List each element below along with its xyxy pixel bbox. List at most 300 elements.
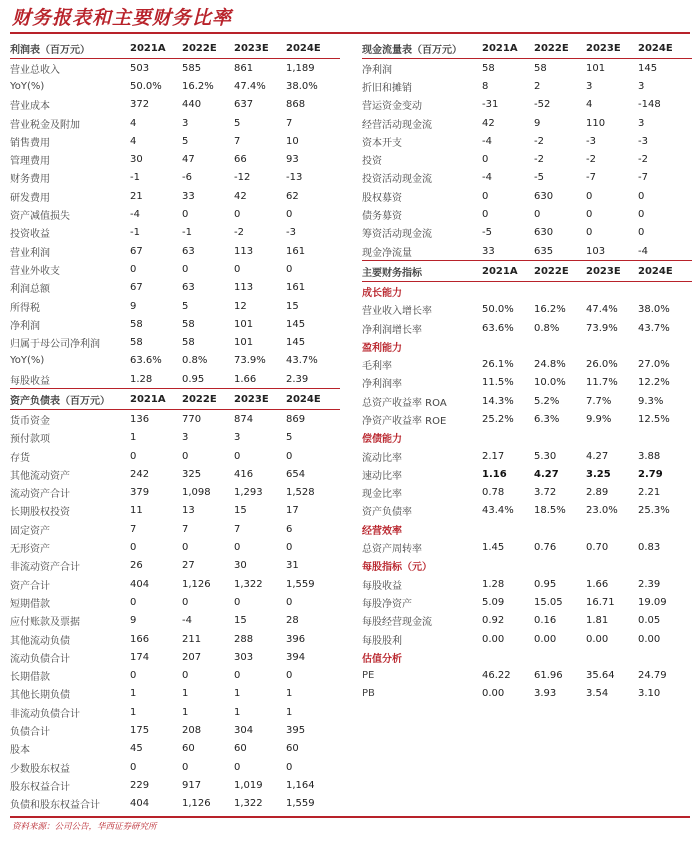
table-row [10, 205, 340, 223]
row-value: 440 [182, 99, 202, 111]
row-label: YoY(%) [10, 355, 45, 367]
row-value: 0 [638, 227, 645, 239]
row-value: 7 [234, 135, 241, 147]
table-row [10, 352, 340, 370]
row-value: -52 [534, 99, 551, 111]
year-header: 2024E [638, 42, 673, 54]
row-value: 16.2% [534, 304, 566, 316]
row-label: 每股股利 [362, 635, 402, 647]
row-value: 25.3% [638, 505, 670, 517]
row-label: 营业外收支 [10, 265, 60, 277]
table-row [362, 319, 692, 337]
row-value: 0.95 [534, 578, 557, 590]
row-label: 无形资产 [10, 544, 50, 556]
row-value: 0 [182, 596, 189, 608]
year-header: 2021A [130, 42, 166, 54]
row-value: 42 [234, 190, 247, 202]
row-value: 4.27 [534, 468, 559, 480]
row-value: 1,098 [182, 487, 211, 499]
row-label: 销售费用 [10, 137, 50, 149]
table-row [10, 502, 340, 520]
row-value: 5.2% [534, 395, 560, 407]
row-value: 16.71 [586, 596, 615, 608]
row-value: 113 [234, 245, 254, 257]
row-label: 营业利润 [10, 247, 50, 259]
row-value: 28 [286, 615, 299, 627]
table-row [362, 205, 692, 223]
row-value: 67 [130, 245, 143, 257]
row-value: 9 [130, 300, 137, 312]
row-value: -7 [638, 172, 648, 184]
year-header: 2023E [234, 393, 269, 405]
year-header: 2023E [586, 265, 621, 277]
row-value: 0.00 [586, 633, 609, 645]
row-value: 47.4% [586, 304, 618, 316]
row-label: 流动负债合计 [10, 653, 70, 665]
ratio-category: 盈利能力 [362, 342, 402, 354]
row-value: 0 [130, 450, 137, 462]
table-row [10, 370, 340, 388]
row-value: -13 [286, 172, 303, 184]
table-row [362, 77, 692, 95]
year-header: 2021A [482, 265, 518, 277]
row-value: 26 [130, 560, 143, 572]
table-row [362, 150, 692, 168]
row-value: 23.0% [586, 505, 618, 517]
row-value: 15.05 [534, 596, 563, 608]
row-value: 404 [130, 798, 150, 810]
table-header [10, 388, 340, 410]
row-value: 0 [182, 209, 189, 221]
source-note: 资料来源：公司公告，华西证券研究所 [12, 822, 157, 832]
table-row [10, 795, 340, 813]
row-value: 3 [638, 117, 645, 129]
row-value: -4 [482, 135, 492, 147]
row-value: 0 [182, 761, 189, 773]
row-value: 1.28 [482, 578, 505, 590]
table-row [10, 520, 340, 538]
row-value: 73.9% [234, 355, 266, 367]
row-value: -4 [130, 209, 140, 221]
row-value: 24.8% [534, 359, 566, 371]
row-value: 0 [586, 190, 593, 202]
row-value: 11.7% [586, 377, 618, 389]
row-value: 0 [286, 761, 293, 773]
row-value: 1.16 [482, 468, 507, 480]
row-label: 短期借款 [10, 598, 50, 610]
row-value: 17 [286, 505, 299, 517]
row-value: 1.81 [586, 615, 609, 627]
row-value: 0 [482, 190, 489, 202]
row-value: 4 [130, 135, 137, 147]
row-value: 166 [130, 633, 150, 645]
row-value: 93 [286, 154, 299, 166]
row-label: 所得税 [10, 302, 40, 314]
row-value: 63.6% [130, 355, 162, 367]
row-label: 净利润率 [362, 379, 402, 391]
row-value: 1.28 [130, 373, 153, 385]
row-value: 0.00 [482, 633, 505, 645]
row-label: 长期借款 [10, 672, 50, 684]
table-row [362, 301, 692, 319]
row-value: 503 [130, 62, 150, 74]
row-value: 27 [182, 560, 195, 572]
row-value: 4 [586, 99, 593, 111]
row-value: 3 [234, 432, 241, 444]
row-value: 103 [586, 245, 606, 257]
row-value: 5 [234, 117, 241, 129]
row-value: 0.00 [534, 633, 557, 645]
row-value: 3.93 [534, 688, 557, 700]
row-label: YoY(%) [10, 80, 45, 92]
year-header: 2022E [534, 42, 569, 54]
row-value: 1,126 [182, 578, 211, 590]
row-label: 流动资产合计 [10, 489, 70, 501]
table-row [10, 429, 340, 447]
row-label: 经营活动现金流 [362, 119, 432, 131]
row-value: 3.25 [586, 468, 611, 480]
table-row [362, 169, 692, 187]
row-value: 30 [234, 560, 247, 572]
row-value: 7 [286, 117, 293, 129]
table-row [10, 776, 340, 794]
row-value: 11.5% [482, 377, 514, 389]
row-value: 0.00 [638, 633, 661, 645]
row-value: 1 [130, 688, 137, 700]
row-value: -3 [638, 135, 648, 147]
row-value: 2.17 [482, 450, 505, 462]
row-value: 325 [182, 468, 202, 480]
row-value: 242 [130, 468, 150, 480]
row-value: 5 [182, 135, 189, 147]
row-value: 0 [586, 227, 593, 239]
row-value: 585 [182, 62, 202, 74]
row-label: 资产合计 [10, 580, 50, 592]
table-row [10, 260, 340, 278]
table-row [10, 114, 340, 132]
row-label: 毛利率 [362, 361, 392, 373]
row-value: -4 [482, 172, 492, 184]
table-row [10, 297, 340, 315]
table-row [10, 484, 340, 502]
row-value: 5.09 [482, 596, 505, 608]
row-value: 0 [286, 263, 293, 275]
year-header: 2023E [234, 42, 269, 54]
row-value: -3 [286, 227, 296, 239]
row-value: 1 [182, 706, 189, 718]
row-label: 财务费用 [10, 174, 50, 186]
row-label: 负债和股东权益合计 [10, 800, 100, 812]
row-value: -12 [234, 172, 251, 184]
row-value: 9.3% [638, 395, 664, 407]
row-value: 58 [130, 318, 143, 330]
row-label: 非流动负债合计 [10, 708, 80, 720]
row-value: 38.0% [286, 80, 318, 92]
row-value: 9 [534, 117, 541, 129]
table-row [362, 96, 692, 114]
row-value: 2.39 [638, 578, 661, 590]
row-value: -5 [482, 227, 492, 239]
row-value: 395 [286, 725, 306, 737]
row-label: 少数股东权益 [10, 763, 70, 775]
row-value: 10.0% [534, 377, 566, 389]
row-value: 13 [182, 505, 195, 517]
row-value: 1,322 [234, 578, 263, 590]
row-value: 12.5% [638, 413, 670, 425]
row-value: 1,322 [234, 798, 263, 810]
row-value: 62 [286, 190, 299, 202]
row-value: 0.00 [482, 688, 505, 700]
row-label: 营业总收入 [10, 64, 60, 76]
row-value: 869 [286, 413, 306, 425]
row-value: 0 [234, 450, 241, 462]
row-label: 长期股权投资 [10, 507, 70, 519]
row-value: 9 [130, 615, 137, 627]
row-value: 1,126 [182, 798, 211, 810]
row-value: 50.0% [482, 304, 514, 316]
table-row [10, 685, 340, 703]
row-value: 0 [130, 596, 137, 608]
row-value: 0.8% [534, 322, 560, 334]
right-column [362, 38, 692, 703]
row-value: -6 [182, 172, 192, 184]
row-value: 1,559 [286, 798, 315, 810]
row-label: 总资产收益率 ROA [362, 397, 447, 409]
row-value: 0.70 [586, 542, 609, 554]
row-value: 3.72 [534, 487, 557, 499]
row-label: 预付款项 [10, 434, 50, 446]
row-value: 33 [182, 190, 195, 202]
year-header: 2024E [286, 42, 321, 54]
row-value: 0 [586, 209, 593, 221]
ratio-category: 偿债能力 [362, 434, 402, 446]
income-statement [10, 38, 340, 388]
row-value: 229 [130, 779, 150, 791]
ratio-category: 经营效率 [362, 525, 402, 537]
row-value: 60 [234, 743, 247, 755]
row-value: 868 [286, 99, 306, 111]
row-value: 18.5% [534, 505, 566, 517]
row-value: 0 [234, 209, 241, 221]
row-label: 每股收益 [10, 375, 50, 387]
title-divider [10, 32, 690, 34]
table-row [362, 114, 692, 132]
row-value: 1.66 [234, 373, 257, 385]
row-value: 0.83 [638, 542, 661, 554]
row-label: 资产减值损失 [10, 211, 70, 223]
row-value: -5 [534, 172, 544, 184]
table-row [10, 612, 340, 630]
row-value: 67 [130, 282, 143, 294]
row-value: 46.22 [482, 670, 511, 682]
row-value: -148 [638, 99, 661, 111]
row-value: 145 [286, 318, 306, 330]
balance-sheet [10, 388, 340, 813]
row-value: 207 [182, 651, 202, 663]
table-row [362, 502, 692, 520]
row-label: 现金比率 [362, 489, 402, 501]
row-value: 303 [234, 651, 254, 663]
table-row [10, 703, 340, 721]
row-label: 资产负债率 [362, 507, 412, 519]
row-value: 394 [286, 651, 306, 663]
table-row [10, 279, 340, 297]
row-value: 0.92 [482, 615, 505, 627]
year-header: 2021A [482, 42, 518, 54]
row-value: 161 [286, 282, 306, 294]
row-value: 15 [286, 300, 299, 312]
row-value: 14.3% [482, 395, 514, 407]
row-value: 7 [234, 523, 241, 535]
row-value: -7 [586, 172, 596, 184]
row-label: 应付账款及票据 [10, 617, 80, 629]
row-value: 26.1% [482, 359, 514, 371]
table-row [10, 721, 340, 739]
row-value: 63.6% [482, 322, 514, 334]
row-value: 145 [638, 62, 658, 74]
row-value: 31 [286, 560, 299, 572]
row-value: 4 [130, 117, 137, 129]
table-row [10, 96, 340, 114]
row-label: 投资收益 [10, 229, 50, 241]
row-label: PE [362, 670, 375, 682]
row-value: 12 [234, 300, 247, 312]
table-row [362, 593, 692, 611]
row-value: 27.0% [638, 359, 670, 371]
row-value: 861 [234, 62, 254, 74]
row-value: 7 [130, 523, 137, 535]
row-value: 0 [234, 542, 241, 554]
table-row [10, 667, 340, 685]
table-row [10, 169, 340, 187]
row-value: 47 [182, 154, 195, 166]
row-label: 每股经营现金流 [362, 617, 432, 629]
table-row [362, 538, 692, 556]
row-label: 现金净流量 [362, 247, 412, 259]
row-label: 净资产收益率 ROE [362, 415, 447, 427]
row-value: 47.4% [234, 80, 266, 92]
row-value: 0 [286, 209, 293, 221]
row-value: 9.9% [586, 413, 612, 425]
row-value: 3.54 [586, 688, 609, 700]
row-value: 73.9% [586, 322, 618, 334]
row-value: 5 [286, 432, 293, 444]
row-value: 43.7% [638, 322, 670, 334]
row-value: 0 [286, 670, 293, 682]
row-value: 1.66 [586, 578, 609, 590]
row-value: 33 [482, 245, 495, 257]
table-row [362, 447, 692, 465]
row-value: -3 [586, 135, 596, 147]
row-value: 0.8% [182, 355, 208, 367]
row-value: 60 [182, 743, 195, 755]
row-value: 58 [482, 62, 495, 74]
row-value: 1 [130, 432, 137, 444]
table-row [10, 77, 340, 95]
row-label: 每股收益 [362, 580, 402, 592]
row-value: 1,293 [234, 487, 263, 499]
row-value: 2 [534, 80, 541, 92]
row-value: 1,019 [234, 779, 263, 791]
table-row [362, 392, 692, 410]
row-value: 1,189 [286, 62, 315, 74]
row-value: 0 [286, 542, 293, 554]
row-value: 0.76 [534, 542, 557, 554]
row-value: 113 [234, 282, 254, 294]
row-value: 372 [130, 99, 150, 111]
row-label: 营运资金变动 [362, 101, 422, 113]
table-row [362, 242, 692, 260]
row-value: 58 [130, 337, 143, 349]
row-value: 0.05 [638, 615, 661, 627]
row-value: 874 [234, 413, 254, 425]
row-value: 0.78 [482, 487, 505, 499]
table-row [362, 187, 692, 205]
row-label: 速动比率 [362, 470, 402, 482]
row-value: 145 [286, 337, 306, 349]
row-value: 0 [286, 596, 293, 608]
row-label: 资本开支 [362, 137, 402, 149]
row-value: 1,164 [286, 779, 315, 791]
row-value: 35.64 [586, 670, 615, 682]
row-value: 58 [534, 62, 547, 74]
year-header: 2023E [586, 42, 621, 54]
table-row [362, 575, 692, 593]
row-value: 1 [234, 688, 241, 700]
table-row [362, 132, 692, 150]
row-value: 175 [130, 725, 150, 737]
row-value: 61.96 [534, 670, 563, 682]
row-value: 288 [234, 633, 254, 645]
row-value: 0 [130, 761, 137, 773]
table-header-title: 资产负债表（百万元） [10, 395, 110, 407]
row-value: 3 [182, 117, 189, 129]
row-value: 208 [182, 725, 202, 737]
row-value: 0 [638, 190, 645, 202]
row-value: 1 [234, 706, 241, 718]
row-value: 0 [234, 761, 241, 773]
row-label: 债务募资 [362, 211, 402, 223]
ratio-category: 成长能力 [362, 287, 402, 299]
row-value: 0 [286, 450, 293, 462]
row-value: 0 [234, 263, 241, 275]
year-header: 2022E [182, 393, 217, 405]
row-value: -2 [638, 154, 648, 166]
row-label: 其他流动资产 [10, 470, 70, 482]
row-value: 630 [534, 227, 554, 239]
ratio-category: 每股指标（元） [362, 562, 432, 574]
financial-ratios [362, 260, 692, 703]
row-value: 1 [286, 706, 293, 718]
row-value: 2.89 [586, 487, 609, 499]
row-value: 42 [482, 117, 495, 129]
table-row [10, 242, 340, 260]
row-label: 研发费用 [10, 192, 50, 204]
row-value: 6 [286, 523, 293, 535]
table-row [362, 410, 692, 428]
row-label: 净利润 [362, 64, 392, 76]
table-header-title: 现金流量表（百万元） [362, 44, 462, 56]
row-value: -1 [130, 172, 140, 184]
row-label: 总资产周转率 [362, 544, 422, 556]
row-value: 0 [534, 209, 541, 221]
table-header [362, 38, 692, 59]
row-value: -31 [482, 99, 499, 111]
row-label: PB [362, 688, 375, 700]
row-label: 利润总额 [10, 284, 50, 296]
cashflow-statement [362, 38, 692, 260]
row-value: 2.79 [638, 468, 663, 480]
